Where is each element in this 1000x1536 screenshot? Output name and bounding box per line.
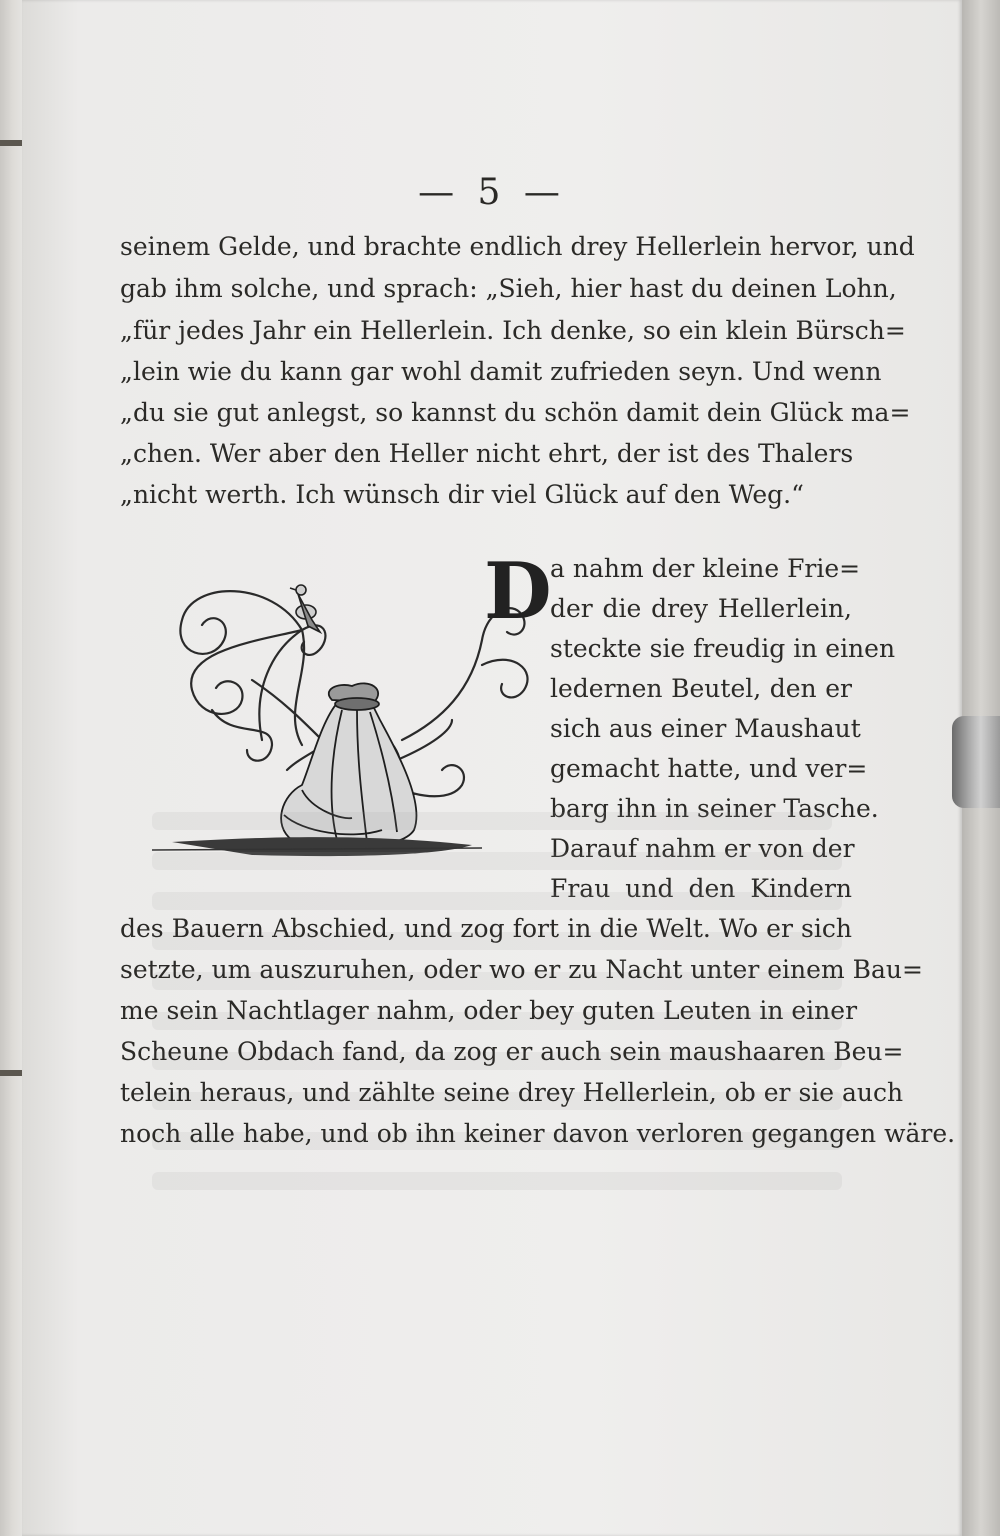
text-line: gab ihm solche, und sprach: „Sieh, hier hast du deinen Lohn, <box>120 274 897 303</box>
text-line: Scheune Obdach fand, da zog er auch sein maushaaren Beu= <box>120 1037 904 1066</box>
text-line: steckte sie freudig in einen <box>550 634 896 663</box>
text-line: setzte, um auszuruhen, oder wo er zu Nacht unter einem Bau= <box>120 955 923 984</box>
text-line: barg ihn in seiner Tasche. <box>550 794 879 823</box>
text-line: Frau und den Kindern <box>550 874 852 903</box>
book-page <box>22 0 962 1536</box>
drop-cap: D <box>484 546 552 637</box>
text-line: „lein wie du kann gar wohl damit zufrieden seyn. Und wenn <box>120 357 882 386</box>
text-line: telein heraus, und zählte seine drey Hellerlein, ob er sie auch <box>120 1078 904 1107</box>
text-line: des Bauern Abschied, und zog fort in die Welt. Wo er sich <box>120 914 852 943</box>
text-line: Darauf nahm er von der <box>550 834 855 863</box>
text-line: „du sie gut anlegst, so kannst du schön damit dein Glück ma= <box>120 398 911 427</box>
text-line: me sein Nachtlager nahm, oder bey guten Leuten in einer <box>120 996 858 1025</box>
text-line: ledernen Beutel, den er <box>550 674 852 703</box>
text-line: „für jedes Jahr ein Hellerlein. Ich denke, so ein klein Bürsch= <box>120 316 906 345</box>
text-line: sich aus einer Maushaut <box>550 714 861 743</box>
binding-edge <box>0 0 22 1536</box>
page-number: — 5 — <box>418 172 566 213</box>
text-line: noch alle habe, und ob ihn keiner davon verloren gegangen wäre. <box>120 1119 956 1148</box>
text-line: a nahm der kleine Frie= <box>550 554 861 583</box>
text-line: seinem Gelde, und brachte endlich drey Hellerlein hervor, und <box>120 232 915 261</box>
page-tab-marker <box>952 716 1000 808</box>
text-line: gemacht hatte, und ver= <box>550 754 868 783</box>
text-line: „chen. Wer aber den Heller nicht ehrt, der ist des Thalers <box>120 439 854 468</box>
text-line: der die drey Hellerlein, <box>550 594 852 623</box>
text-line: „nicht werth. Ich wünsch dir viel Glück auf den Weg.“ <box>120 480 804 509</box>
